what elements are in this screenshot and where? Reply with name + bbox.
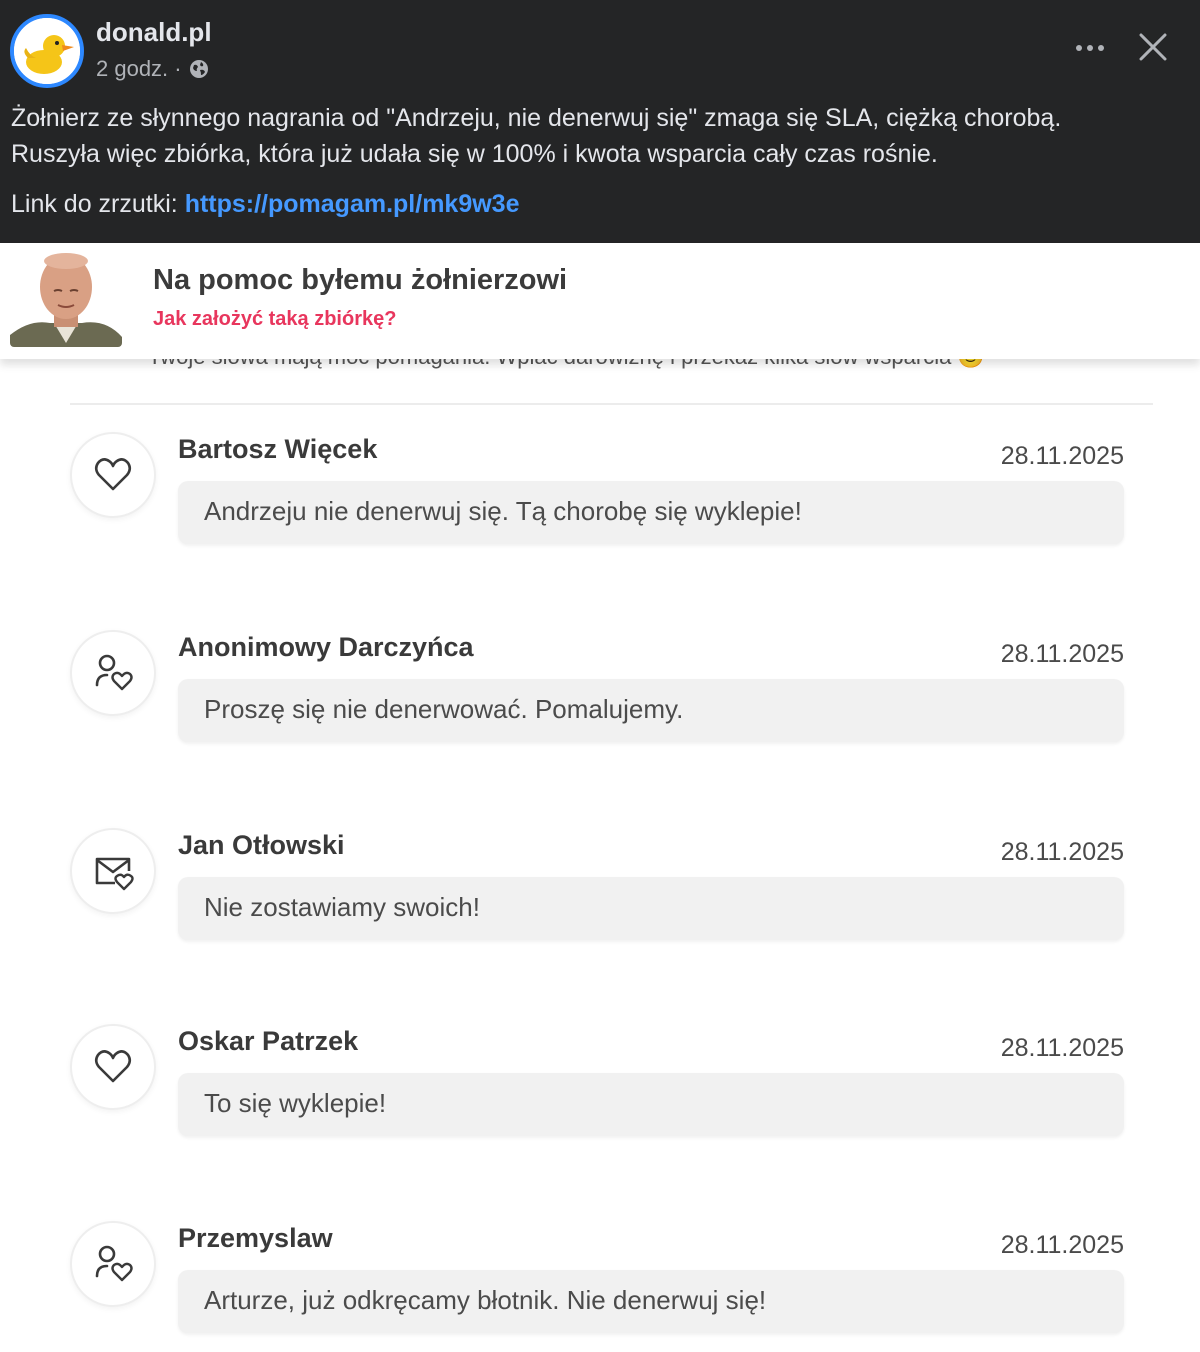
heart-icon — [70, 1024, 156, 1110]
comment-date: 28.11.2025 — [1000, 1231, 1124, 1259]
post-meta — [96, 56, 210, 82]
post-text-line-2: Ruszyła więc zbiórka, która już udała się w 100% i kwota wsparcia cały czas rośnie. — [11, 140, 938, 168]
post-text-line-1: Żołnierz ze słynnego nagrania od "Andrzeju, nie denerwuj się" zmaga się SLA, ciężką chorobą. — [11, 104, 1062, 132]
comment-message: Nie zostawiamy swoich! — [178, 877, 1124, 940]
donor-name: Przemyslaw — [178, 1223, 333, 1253]
post-link-line — [11, 186, 519, 222]
comment-item — [70, 630, 1130, 750]
soldier-portrait — [10, 247, 122, 347]
more-options-icon[interactable] — [1070, 34, 1110, 62]
close-icon[interactable] — [1136, 30, 1170, 64]
comment-item — [70, 1221, 1130, 1341]
person-heart-icon — [70, 630, 156, 716]
comment-item — [70, 432, 1130, 552]
comment-date: 28.11.2025 — [1000, 1034, 1124, 1062]
post-text — [11, 100, 1191, 172]
comment-message: Arturze, już odkręcamy błotnik. Nie denerwuj się! — [178, 1270, 1124, 1333]
comment-date: 28.11.2025 — [1000, 640, 1124, 668]
post-link-label: Link do zrzutki: — [11, 190, 185, 218]
envelope-heart-icon — [70, 828, 156, 914]
comment-message: Andrzeju nie denerwuj się. Tą chorobę się wyklepie! — [178, 481, 1124, 544]
globe-icon — [188, 58, 210, 80]
comment-item — [70, 828, 1130, 948]
donor-name: Anonimowy Darczyńca — [178, 632, 474, 662]
donor-name: Bartosz Więcek — [178, 434, 378, 464]
duck-logo-icon — [14, 18, 80, 84]
divider — [70, 403, 1153, 405]
fundraiser-link[interactable]: https://pomagam.pl/mk9w3e — [184, 190, 520, 218]
post-time[interactable]: 2 godz. · — [96, 56, 182, 81]
create-fundraiser-link[interactable]: Jak założyć taką zbiórkę? — [153, 308, 397, 330]
fundraiser-header — [0, 243, 1200, 359]
facebook-post-header — [0, 0, 1200, 243]
comment-date: 28.11.2025 — [1000, 442, 1124, 470]
comment-item — [70, 1024, 1130, 1144]
page-name[interactable]: donald.pl — [96, 17, 212, 47]
heart-icon — [70, 432, 156, 518]
person-heart-icon — [70, 1221, 156, 1307]
donor-name: Oskar Patrzek — [178, 1026, 359, 1056]
page-avatar[interactable] — [10, 14, 84, 88]
comment-message: Proszę się nie denerwować. Pomalujemy. — [178, 679, 1124, 742]
comment-message: To się wyklepie! — [178, 1073, 1124, 1136]
comment-date: 28.11.2025 — [1000, 838, 1124, 866]
fundraiser-title: Na pomoc byłemu żołnierzowi — [153, 264, 568, 296]
donor-name: Jan Otłowski — [178, 830, 345, 860]
